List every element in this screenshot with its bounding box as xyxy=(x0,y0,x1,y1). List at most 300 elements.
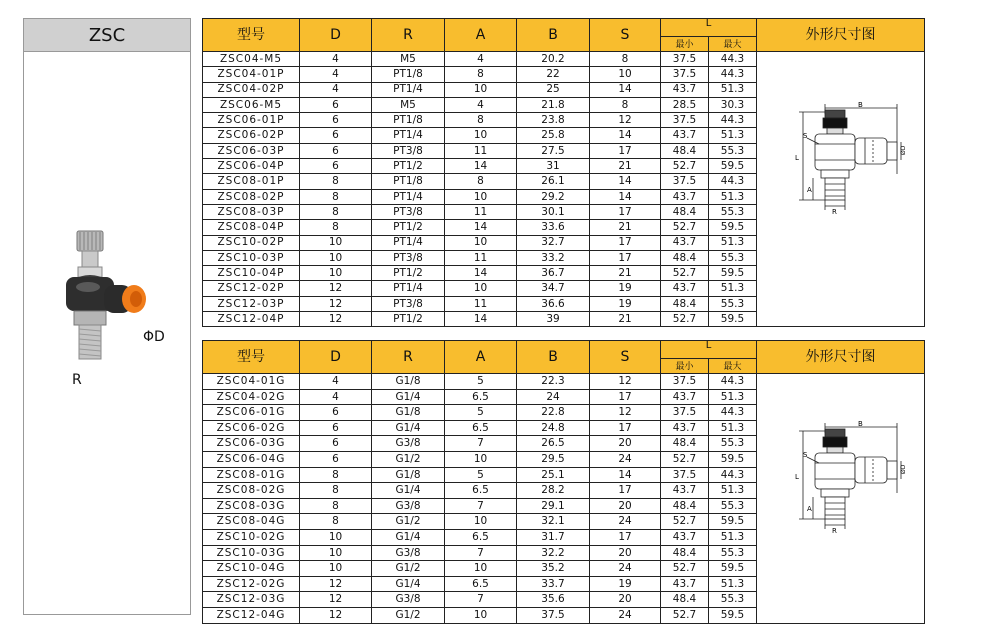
cell-s: 14 xyxy=(590,174,661,189)
cell-r: G1/4 xyxy=(372,483,445,499)
cell-s: 20 xyxy=(590,545,661,561)
cell-r: PT1/4 xyxy=(372,128,445,143)
cell-d: 6 xyxy=(300,405,372,421)
cell-a: 8 xyxy=(445,113,517,128)
cell-a: 8 xyxy=(445,174,517,189)
cell-l-min: 37.5 xyxy=(661,374,709,390)
cell-d: 8 xyxy=(300,220,372,235)
cell-model: ZSC12-02P xyxy=(203,281,300,296)
cell-b: 32.7 xyxy=(517,235,590,250)
cell-l-max: 44.3 xyxy=(709,67,757,82)
cell-s: 24 xyxy=(590,561,661,577)
cell-s: 19 xyxy=(590,576,661,592)
cell-b: 36.6 xyxy=(517,296,590,311)
cell-l-min: 52.7 xyxy=(661,451,709,467)
cell-r: G1/8 xyxy=(372,405,445,421)
cell-s: 21 xyxy=(590,312,661,327)
cell-d: 8 xyxy=(300,467,372,483)
cell-l-min: 52.7 xyxy=(661,220,709,235)
cell-d: 10 xyxy=(300,545,372,561)
dimension-drawing xyxy=(785,419,905,559)
cell-r: G1/2 xyxy=(372,561,445,577)
cell-l-max: 59.5 xyxy=(709,514,757,530)
cell-l-min: 48.4 xyxy=(661,592,709,608)
col-r: R xyxy=(372,341,445,374)
cell-l-max: 51.3 xyxy=(709,281,757,296)
col-b: B xyxy=(517,341,590,374)
cell-l-min: 48.4 xyxy=(661,143,709,158)
cell-a: 5 xyxy=(445,467,517,483)
cell-r: G1/2 xyxy=(372,451,445,467)
cell-l-max: 51.3 xyxy=(709,235,757,250)
cell-a: 11 xyxy=(445,204,517,219)
cell-a: 10 xyxy=(445,281,517,296)
cell-b: 29.2 xyxy=(517,189,590,204)
cell-b: 28.2 xyxy=(517,483,590,499)
cell-d: 6 xyxy=(300,97,372,112)
cell-s: 21 xyxy=(590,220,661,235)
series-title: ZSC xyxy=(24,19,190,52)
cell-a: 14 xyxy=(445,266,517,281)
cell-d: 10 xyxy=(300,250,372,265)
cell-b: 31.7 xyxy=(517,529,590,545)
cell-l-min: 43.7 xyxy=(661,235,709,250)
dim-d-label: ØD xyxy=(900,464,907,474)
cell-l-max: 51.3 xyxy=(709,128,757,143)
cell-a: 11 xyxy=(445,296,517,311)
col-d: D xyxy=(300,341,372,374)
col-l: L xyxy=(661,341,757,359)
cell-a: 7 xyxy=(445,592,517,608)
cell-l-max: 55.3 xyxy=(709,545,757,561)
cell-l-min: 48.4 xyxy=(661,436,709,452)
cell-l-max: 51.3 xyxy=(709,529,757,545)
cell-l-min: 37.5 xyxy=(661,405,709,421)
cell-r: PT1/2 xyxy=(372,266,445,281)
cell-b: 33.7 xyxy=(517,576,590,592)
cell-s: 8 xyxy=(590,52,661,67)
cell-a: 10 xyxy=(445,189,517,204)
cell-b: 29.1 xyxy=(517,498,590,514)
cell-d: 12 xyxy=(300,296,372,311)
cell-a: 7 xyxy=(445,545,517,561)
cell-a: 10 xyxy=(445,128,517,143)
cell-r: PT1/4 xyxy=(372,82,445,97)
cell-model: ZSC06-02P xyxy=(203,128,300,143)
cell-s: 24 xyxy=(590,607,661,623)
cell-l-min: 43.7 xyxy=(661,189,709,204)
cell-d: 8 xyxy=(300,514,372,530)
cell-r: G3/8 xyxy=(372,498,445,514)
cell-l-min: 48.4 xyxy=(661,250,709,265)
cell-l-min: 52.7 xyxy=(661,607,709,623)
cell-a: 10 xyxy=(445,561,517,577)
cell-model: ZSC12-03P xyxy=(203,296,300,311)
cell-a: 11 xyxy=(445,143,517,158)
cell-a: 4 xyxy=(445,97,517,112)
cell-a: 6.5 xyxy=(445,389,517,405)
cell-b: 35.2 xyxy=(517,561,590,577)
cell-b: 25.1 xyxy=(517,467,590,483)
cell-r: PT3/8 xyxy=(372,250,445,265)
cell-a: 6.5 xyxy=(445,483,517,499)
cell-b: 30.1 xyxy=(517,204,590,219)
cell-d: 8 xyxy=(300,498,372,514)
cell-model: ZSC04-M5 xyxy=(203,52,300,67)
cell-b: 21.8 xyxy=(517,97,590,112)
product-photo xyxy=(44,229,154,379)
cell-r: PT1/8 xyxy=(372,113,445,128)
cell-b: 34.7 xyxy=(517,281,590,296)
cell-model: ZSC10-04G xyxy=(203,561,300,577)
cell-d: 8 xyxy=(300,174,372,189)
col-l-min: 最小 xyxy=(661,36,709,51)
cell-d: 6 xyxy=(300,159,372,174)
cell-l-max: 44.3 xyxy=(709,174,757,189)
cell-r: G3/8 xyxy=(372,545,445,561)
cell-l-max: 55.3 xyxy=(709,436,757,452)
cell-l-min: 52.7 xyxy=(661,561,709,577)
cell-l-max: 51.3 xyxy=(709,82,757,97)
cell-l-min: 43.7 xyxy=(661,576,709,592)
cell-l-max: 44.3 xyxy=(709,113,757,128)
col-drawing: 外形尺寸图 xyxy=(757,341,925,374)
cell-l-max: 55.3 xyxy=(709,296,757,311)
col-model: 型号 xyxy=(203,341,300,374)
dim-l-label: L xyxy=(795,154,799,162)
cell-model: ZSC04-01G xyxy=(203,374,300,390)
cell-l-min: 37.5 xyxy=(661,467,709,483)
cell-a: 11 xyxy=(445,250,517,265)
cell-b: 24 xyxy=(517,389,590,405)
cell-a: 14 xyxy=(445,220,517,235)
cell-b: 26.1 xyxy=(517,174,590,189)
cell-s: 17 xyxy=(590,389,661,405)
cell-l-min: 28.5 xyxy=(661,97,709,112)
cell-d: 4 xyxy=(300,82,372,97)
cell-model: ZSC10-02P xyxy=(203,235,300,250)
drawing-cell xyxy=(757,374,925,624)
cell-s: 12 xyxy=(590,374,661,390)
cell-model: ZSC06-04P xyxy=(203,159,300,174)
cell-b: 22.3 xyxy=(517,374,590,390)
cell-l-min: 43.7 xyxy=(661,128,709,143)
cell-l-max: 44.3 xyxy=(709,467,757,483)
cell-a: 14 xyxy=(445,159,517,174)
cell-model: ZSC12-04G xyxy=(203,607,300,623)
cell-a: 6.5 xyxy=(445,420,517,436)
cell-s: 17 xyxy=(590,250,661,265)
cell-s: 20 xyxy=(590,436,661,452)
cell-b: 22.8 xyxy=(517,405,590,421)
cell-d: 12 xyxy=(300,592,372,608)
cell-d: 4 xyxy=(300,374,372,390)
col-a: A xyxy=(445,19,517,52)
cell-model: ZSC12-04P xyxy=(203,312,300,327)
cell-l-max: 44.3 xyxy=(709,374,757,390)
col-a: A xyxy=(445,341,517,374)
cell-r: PT1/8 xyxy=(372,174,445,189)
cell-l-min: 43.7 xyxy=(661,529,709,545)
thread-label: R xyxy=(72,372,82,388)
cell-s: 19 xyxy=(590,281,661,296)
cell-model: ZSC04-02P xyxy=(203,82,300,97)
cell-model: ZSC10-03G xyxy=(203,545,300,561)
cell-l-max: 59.5 xyxy=(709,159,757,174)
cell-s: 17 xyxy=(590,235,661,250)
col-d: D xyxy=(300,19,372,52)
cell-a: 10 xyxy=(445,235,517,250)
cell-r: G1/8 xyxy=(372,374,445,390)
table-row xyxy=(203,374,925,390)
cell-s: 20 xyxy=(590,498,661,514)
cell-r: PT1/8 xyxy=(372,67,445,82)
table-row xyxy=(203,52,925,67)
cell-l-max: 51.3 xyxy=(709,389,757,405)
cell-b: 25 xyxy=(517,82,590,97)
cell-s: 8 xyxy=(590,97,661,112)
cell-model: ZSC08-03G xyxy=(203,498,300,514)
cell-l-min: 48.4 xyxy=(661,204,709,219)
cell-r: PT3/8 xyxy=(372,204,445,219)
cell-d: 10 xyxy=(300,266,372,281)
dim-s-label: S xyxy=(803,451,808,459)
col-s: S xyxy=(590,341,661,374)
cell-s: 24 xyxy=(590,451,661,467)
cell-l-max: 44.3 xyxy=(709,52,757,67)
cell-l-max: 44.3 xyxy=(709,405,757,421)
cell-l-min: 48.4 xyxy=(661,545,709,561)
cell-l-max: 59.5 xyxy=(709,312,757,327)
col-l-max: 最大 xyxy=(709,36,757,51)
cell-a: 6.5 xyxy=(445,529,517,545)
cell-l-max: 59.5 xyxy=(709,266,757,281)
cell-a: 5 xyxy=(445,405,517,421)
cell-b: 33.2 xyxy=(517,250,590,265)
cell-b: 32.2 xyxy=(517,545,590,561)
cell-b: 37.5 xyxy=(517,607,590,623)
spec-table-pt xyxy=(202,18,925,327)
cell-l-max: 51.3 xyxy=(709,483,757,499)
cell-s: 24 xyxy=(590,514,661,530)
cell-model: ZSC06-01G xyxy=(203,405,300,421)
col-l: L xyxy=(661,19,757,37)
cell-b: 23.8 xyxy=(517,113,590,128)
cell-r: PT1/4 xyxy=(372,189,445,204)
cell-model: ZSC12-03G xyxy=(203,592,300,608)
cell-s: 21 xyxy=(590,159,661,174)
cell-d: 10 xyxy=(300,235,372,250)
spec-table-g xyxy=(202,340,925,624)
cell-a: 10 xyxy=(445,514,517,530)
cell-d: 4 xyxy=(300,389,372,405)
dim-r-label: R xyxy=(832,208,837,216)
cell-l-min: 48.4 xyxy=(661,296,709,311)
cell-model: ZSC08-04G xyxy=(203,514,300,530)
cell-d: 8 xyxy=(300,483,372,499)
col-l-max: 最大 xyxy=(709,358,757,373)
cell-s: 17 xyxy=(590,529,661,545)
cell-s: 17 xyxy=(590,420,661,436)
cell-model: ZSC08-01G xyxy=(203,467,300,483)
cell-l-min: 43.7 xyxy=(661,420,709,436)
cell-l-max: 55.3 xyxy=(709,143,757,158)
cell-d: 12 xyxy=(300,607,372,623)
cell-r: G1/4 xyxy=(372,389,445,405)
dim-a-label: A xyxy=(807,186,812,194)
cell-model: ZSC10-03P xyxy=(203,250,300,265)
cell-a: 10 xyxy=(445,451,517,467)
cell-r: PT1/4 xyxy=(372,281,445,296)
cell-l-min: 43.7 xyxy=(661,389,709,405)
cell-r: G3/8 xyxy=(372,592,445,608)
cell-model: ZSC06-01P xyxy=(203,113,300,128)
cell-r: G1/4 xyxy=(372,576,445,592)
cell-r: G3/8 xyxy=(372,436,445,452)
cell-b: 20.2 xyxy=(517,52,590,67)
dim-d-label: ØD xyxy=(900,145,907,155)
cell-a: 14 xyxy=(445,312,517,327)
cell-d: 6 xyxy=(300,420,372,436)
cell-l-max: 59.5 xyxy=(709,561,757,577)
cell-r: PT3/8 xyxy=(372,296,445,311)
cell-b: 35.6 xyxy=(517,592,590,608)
cell-model: ZSC04-01P xyxy=(203,67,300,82)
cell-s: 19 xyxy=(590,296,661,311)
cell-l-max: 51.3 xyxy=(709,576,757,592)
cell-a: 10 xyxy=(445,607,517,623)
cell-l-max: 59.5 xyxy=(709,451,757,467)
cell-s: 17 xyxy=(590,204,661,219)
cell-l-min: 37.5 xyxy=(661,174,709,189)
cell-model: ZSC06-04G xyxy=(203,451,300,467)
cell-r: PT1/4 xyxy=(372,235,445,250)
cell-b: 24.8 xyxy=(517,420,590,436)
cell-d: 10 xyxy=(300,529,372,545)
cell-s: 17 xyxy=(590,143,661,158)
cell-l-max: 51.3 xyxy=(709,189,757,204)
cell-model: ZSC08-03P xyxy=(203,204,300,219)
col-model: 型号 xyxy=(203,19,300,52)
drawing-cell xyxy=(757,52,925,327)
cell-r: M5 xyxy=(372,52,445,67)
cell-s: 21 xyxy=(590,266,661,281)
col-drawing: 外形尺寸图 xyxy=(757,19,925,52)
cell-b: 27.5 xyxy=(517,143,590,158)
cell-r: PT1/2 xyxy=(372,312,445,327)
cell-d: 6 xyxy=(300,143,372,158)
cell-a: 6.5 xyxy=(445,576,517,592)
cell-l-max: 30.3 xyxy=(709,97,757,112)
dim-b-label: B xyxy=(858,420,863,428)
cell-model: ZSC12-02G xyxy=(203,576,300,592)
cell-s: 12 xyxy=(590,113,661,128)
col-r: R xyxy=(372,19,445,52)
col-s: S xyxy=(590,19,661,52)
cell-l-min: 43.7 xyxy=(661,483,709,499)
cell-s: 20 xyxy=(590,592,661,608)
cell-s: 14 xyxy=(590,82,661,97)
cell-l-min: 37.5 xyxy=(661,113,709,128)
cell-l-min: 52.7 xyxy=(661,312,709,327)
cell-r: PT1/2 xyxy=(372,220,445,235)
dim-a-label: A xyxy=(807,505,812,513)
cell-b: 31 xyxy=(517,159,590,174)
cell-s: 14 xyxy=(590,467,661,483)
cell-r: PT3/8 xyxy=(372,143,445,158)
dim-s-label: S xyxy=(803,132,808,140)
cell-r: G1/4 xyxy=(372,420,445,436)
cell-r: G1/8 xyxy=(372,467,445,483)
cell-model: ZSC06-02G xyxy=(203,420,300,436)
cell-l-min: 48.4 xyxy=(661,498,709,514)
cell-l-min: 52.7 xyxy=(661,514,709,530)
cell-b: 22 xyxy=(517,67,590,82)
cell-d: 4 xyxy=(300,52,372,67)
cell-l-max: 51.3 xyxy=(709,420,757,436)
cell-model: ZSC06-03G xyxy=(203,436,300,452)
diameter-label: ΦD xyxy=(143,329,165,345)
cell-a: 4 xyxy=(445,52,517,67)
cell-l-max: 59.5 xyxy=(709,220,757,235)
cell-b: 25.8 xyxy=(517,128,590,143)
cell-a: 7 xyxy=(445,498,517,514)
col-b: B xyxy=(517,19,590,52)
dim-r-label: R xyxy=(832,527,837,535)
cell-d: 6 xyxy=(300,113,372,128)
cell-model: ZSC06-M5 xyxy=(203,97,300,112)
cell-model: ZSC04-02G xyxy=(203,389,300,405)
dim-b-label: B xyxy=(858,101,863,109)
cell-r: PT1/2 xyxy=(372,159,445,174)
cell-model: ZSC08-04P xyxy=(203,220,300,235)
cell-model: ZSC10-04P xyxy=(203,266,300,281)
cell-b: 29.5 xyxy=(517,451,590,467)
cell-s: 17 xyxy=(590,483,661,499)
product-panel xyxy=(23,18,191,615)
cell-s: 12 xyxy=(590,405,661,421)
cell-r: G1/2 xyxy=(372,514,445,530)
cell-l-min: 43.7 xyxy=(661,82,709,97)
cell-b: 32.1 xyxy=(517,514,590,530)
cell-b: 36.7 xyxy=(517,266,590,281)
cell-l-max: 55.3 xyxy=(709,592,757,608)
cell-a: 7 xyxy=(445,436,517,452)
cell-d: 12 xyxy=(300,281,372,296)
cell-l-max: 55.3 xyxy=(709,498,757,514)
dim-l-label: L xyxy=(795,473,799,481)
cell-d: 12 xyxy=(300,312,372,327)
cell-b: 39 xyxy=(517,312,590,327)
cell-a: 10 xyxy=(445,82,517,97)
cell-model: ZSC06-03P xyxy=(203,143,300,158)
cell-l-min: 43.7 xyxy=(661,281,709,296)
cell-d: 6 xyxy=(300,436,372,452)
cell-s: 14 xyxy=(590,128,661,143)
cell-l-max: 59.5 xyxy=(709,607,757,623)
cell-a: 5 xyxy=(445,374,517,390)
dimension-drawing xyxy=(785,100,905,240)
cell-d: 6 xyxy=(300,451,372,467)
col-l-min: 最小 xyxy=(661,358,709,373)
cell-model: ZSC08-01P xyxy=(203,174,300,189)
cell-l-min: 37.5 xyxy=(661,67,709,82)
cell-s: 10 xyxy=(590,67,661,82)
cell-l-max: 55.3 xyxy=(709,250,757,265)
cell-l-min: 37.5 xyxy=(661,52,709,67)
cell-a: 8 xyxy=(445,67,517,82)
cell-model: ZSC10-02G xyxy=(203,529,300,545)
